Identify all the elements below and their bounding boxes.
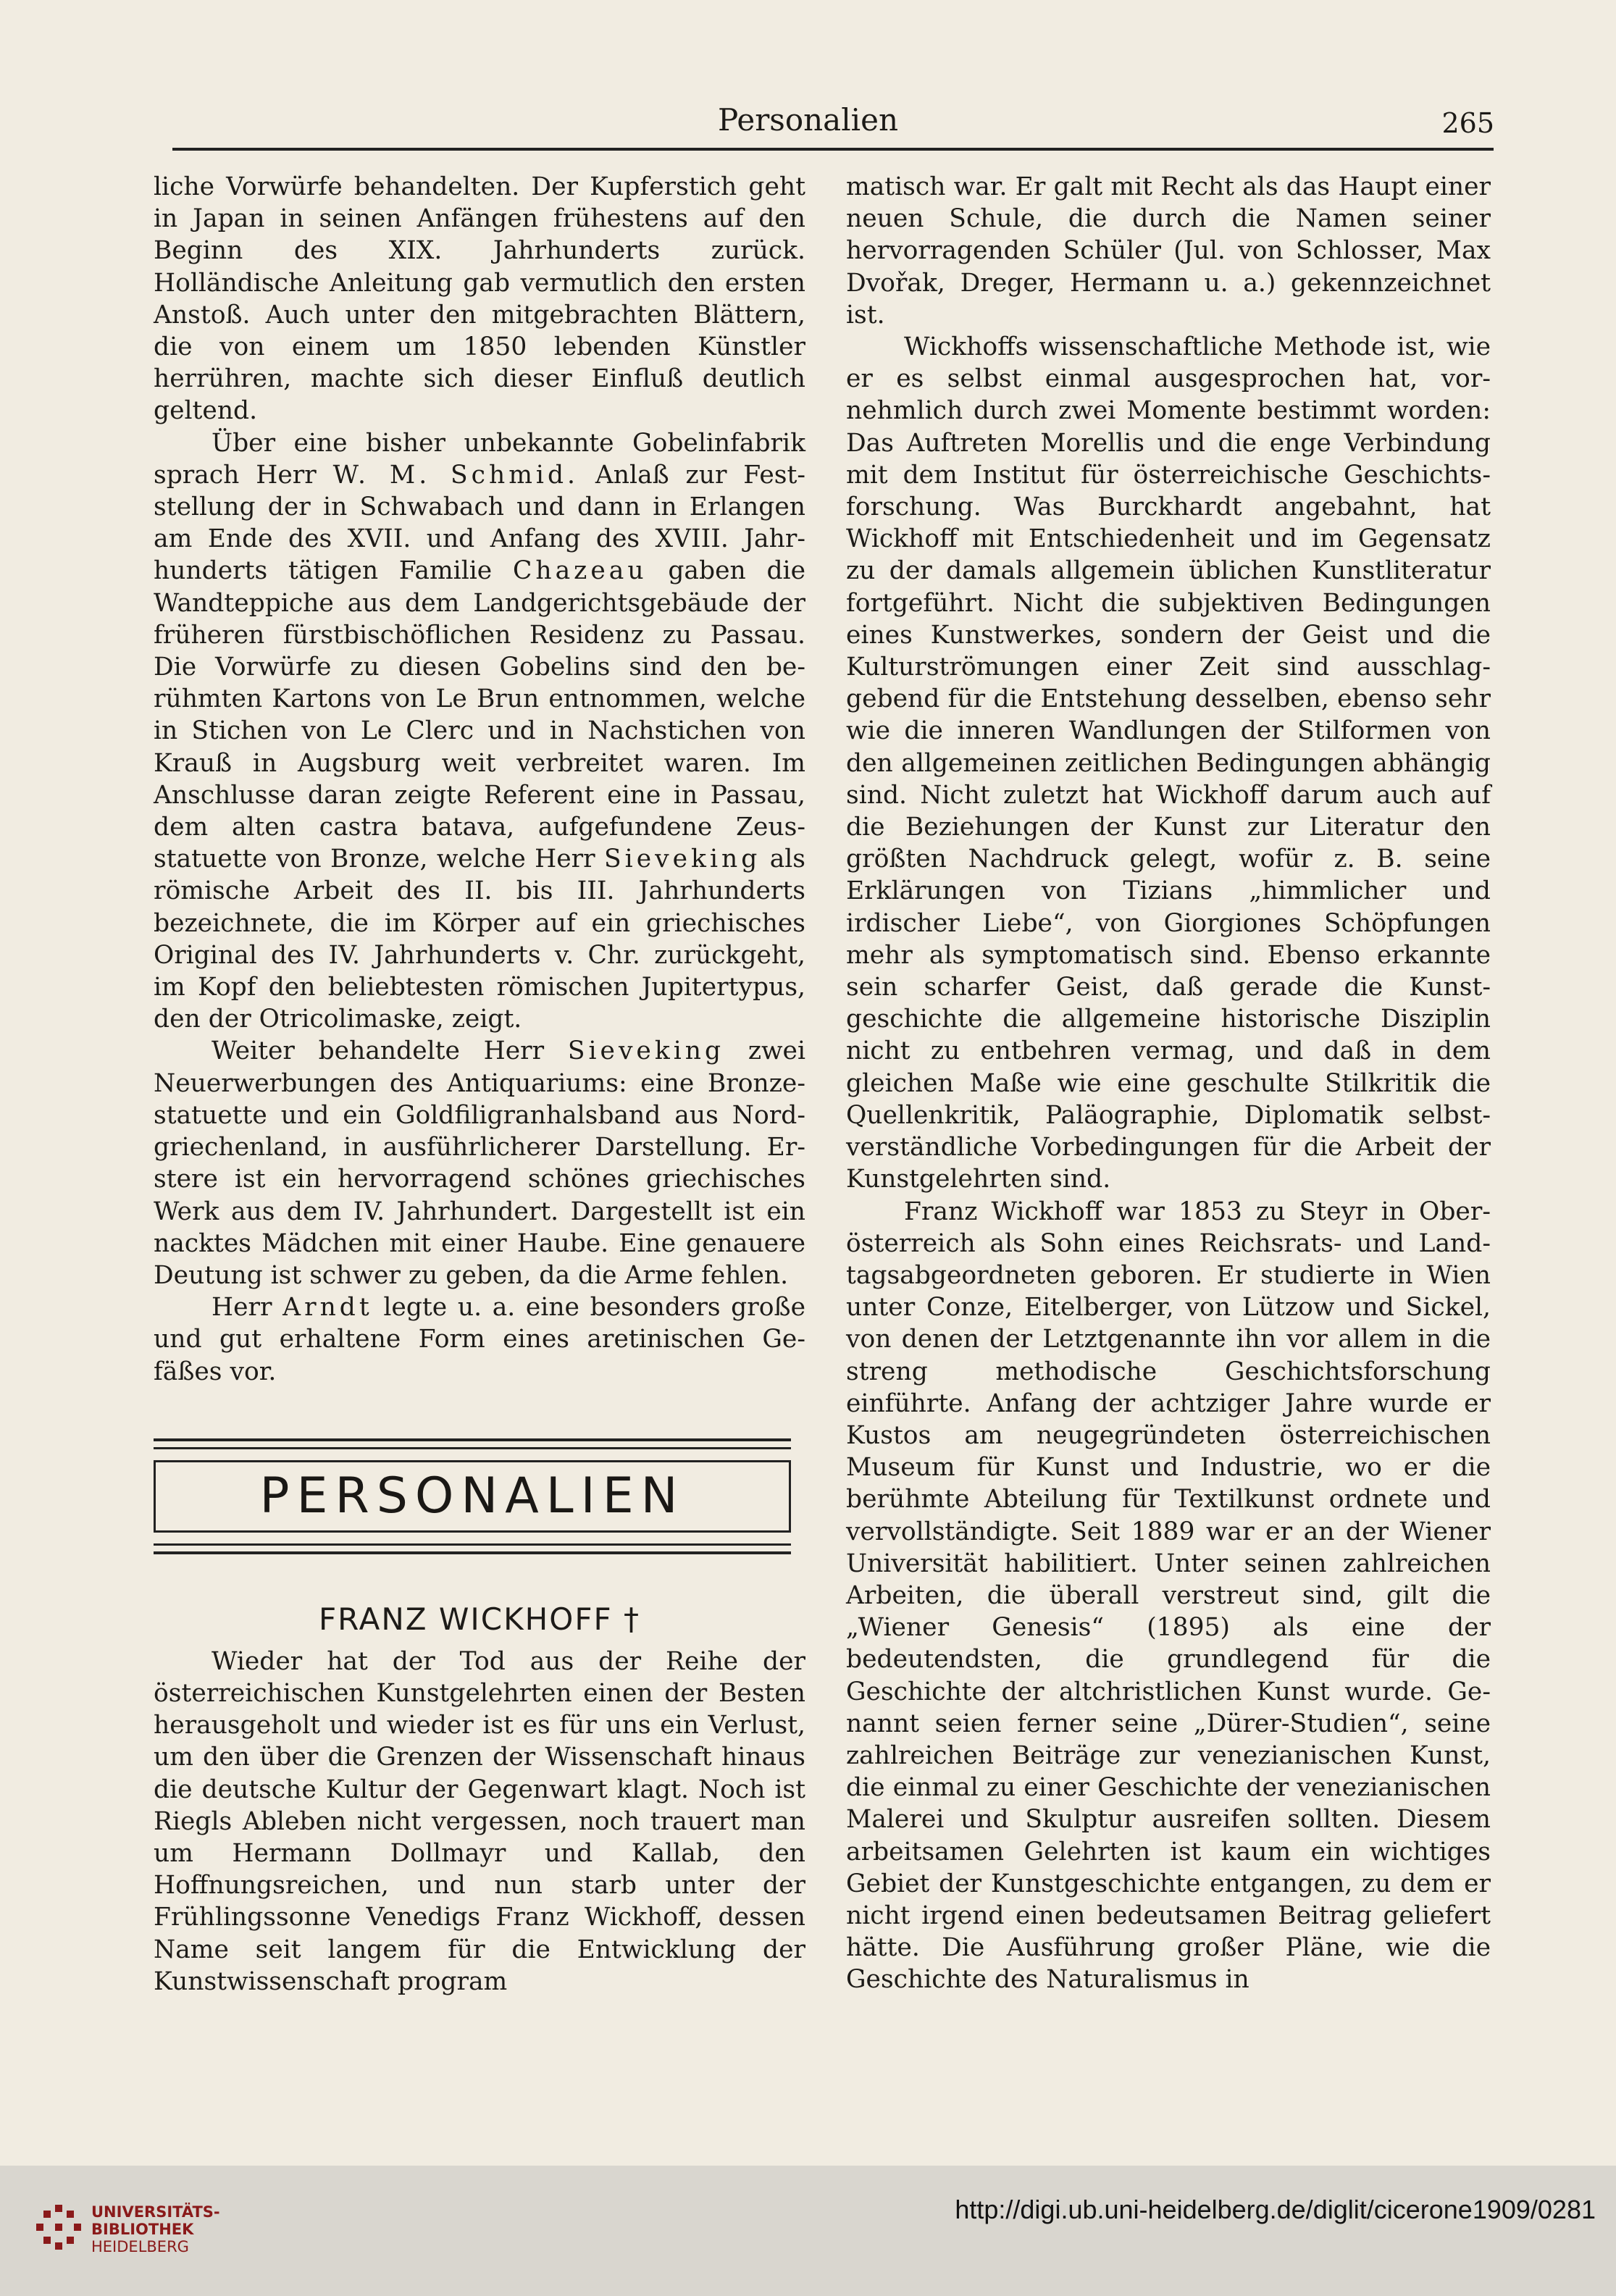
section-heading: PERSONALIEN bbox=[259, 1467, 685, 1525]
permalink-url[interactable]: http://digi.ub.uni-heidelberg.de/diglit/cicerone1909/0281 bbox=[955, 2195, 1596, 2224]
text-run: Über eine bisher unbekannte Gobelinfabrik sprach Herr bbox=[154, 428, 805, 490]
banner-rule bbox=[154, 1551, 791, 1554]
text-run: Anlaß zur Feststellung der in Schwabach und dann in Erlangen am Ende des XVII. und Anfang des XVIII. Jahrhunderts tätigen Familie bbox=[154, 460, 806, 586]
text-run: gaben die Wandteppiche aus dem Landgerichtsgebäude der früheren fürstbischöflichen Residenz zu Passau. Die Vorwürfe zu diesen Gobelins sind den berühmten Kartons von Le Brun entnommen, welche in Stichen von Le Clerc und in Nachstichen von Krauß in Augsburg weit verbreitet waren. Im Anschlusse daran zeigte Referent eine in Passau, dem alten castra batava, aufgefundene Zeusstatuette von Bronze, welche Herr bbox=[154, 556, 806, 874]
paragraph bbox=[154, 427, 805, 1036]
library-name-line: HEIDELBERG bbox=[91, 2238, 189, 2255]
left-column bbox=[154, 171, 805, 1998]
banner-rule bbox=[154, 1438, 791, 1441]
section-banner bbox=[154, 1438, 791, 1554]
banner-rule bbox=[154, 1543, 791, 1546]
text-run: als römische Arbeit des II. bis III. Jahrhunderts bezeichnete, die im Körper auf ein griechisches Original des IV. Jahrhunderts v. Chr. zurückgeht, im Kopf den beliebtesten römischen Jupitertypus, den der Otricolimaske, zeigt. bbox=[154, 845, 805, 1034]
page-number: 265 bbox=[1441, 107, 1494, 139]
viewer-footer bbox=[0, 2166, 1616, 2296]
paragraph: Franz Wickhoff war 1853 zu Steyr in Oberösterreich als Sohn eines Reichsrats- und Landtagsabgeordneten geboren. Er studierte in Wien unter Conze, Eitelberger, von Lützow und Sickel, von denen der Letztgenannte ihn vor allem in die streng methodische Geschichtsforschung einführte. Anfang der achtziger Jahre wurde er Kustos am neugegründeten österreichischen Museum für Kunst und Industrie, wo er die berühmte Abteilung für Textilkunst ordnete und vervollständigte. Seit 1889 war er an der Wiener Universität habilitiert. Unter seinen zahlreichen Arbeiten, die überall verstreut sind, gilt die „Wiener Genesis“ (1895) als eine der bedeutendsten, die grundlegend für die Geschichte der altchristlichen Kunst wurde. Genannt seien ferner seine „Dürer-Studien“, seine zahlreichen Beiträge zur venezianischen Kunst, die einmal zu einer Geschichte der venezianischen Malerei und Skulptur ausreifen sollten. Diesem arbeitsamen Gelehrten ist kaum ein wichtiges Gebiet der Kunstgeschichte entgangen, zu dem er nicht irgend einen bedeutsamen Beitrag geliefert hätte. Die Ausführung großer Pläne, wie die Geschichte des Naturalismus in bbox=[846, 1197, 1491, 1995]
person-name: Sieveking bbox=[567, 1036, 725, 1066]
library-name bbox=[91, 2203, 220, 2255]
heidelberg-library-logo-icon bbox=[33, 2202, 84, 2253]
paragraph: matisch war. Er galt mit Recht als das Haupt einer neuen Schule, die durch die Namen seiner hervorragenden Schüler (Jul. von Schlosser, Max Dvořak, Dreger, Hermann u. a.) gekennzeichnet ist. bbox=[846, 172, 1491, 330]
right-column bbox=[846, 171, 1491, 1996]
paragraph: Wickhoffs wissenschaftliche Methode ist, wie er es selbst einmal ausgesprochen hat, vornehmlich durch zwei Momente bestimmt worden: Das Auftreten Morellis und die enge Verbindung mit dem Institut für österreichische Geschichtsforschung. Was Burckhardt angebahnt, hat Wickhoff mit Entschiedenheit und im Gegensatz zu der damals allgemein üblichen Kunstliteratur fortgeführt. Nicht die subjektiven Bedingungen eines Kunstwerkes, sondern der Geist und die Kulturströmungen einer Zeit sind ausschlaggebend für die Entstehung desselben, ebenso sehr wie die inneren Wandlungen der Stilformen von den allgemeinen zeitlichen Bedingungen abhängig sind. Nicht zuletzt hat Wickhoff darum auch auf die Beziehungen der Kunst zur Literatur den größten Nachdruck gelegt, wofür z. B. seine Erklärungen von Tizians „himmlicher und irdischer Liebe“, von Giorgiones Schöpfungen mehr als symptomatisch sind. Ebenso erkannte sein scharfer Geist, daß gerade die Kunstgeschichte die allgemeine historische Disziplin nicht zu entbehren vermag, und daß in dem gleichen Maße wie eine geschulte Stilkritik die Quellenkritik, Paläographie, Diplomatik selbstverständliche Vorbedingungen für die Arbeit der Kunstgelehrten sind. bbox=[846, 332, 1491, 1194]
running-header bbox=[0, 99, 1616, 142]
paragraph: liche Vorwürfe behandelten. Der Kupferstich geht in Japan in seinen Anfängen frühestens auf den Beginn des XIX. Jahrhunderts zurück. Holländische Anleitung gab vermutlich den ersten Anstoß. Auch unter den mitgebrachten Blättern, die von einem um 1850 lebenden Künstler herrühren, machte sich dieser Einfluß deutlich geltend. bbox=[154, 172, 805, 426]
text-run: Herr bbox=[212, 1293, 283, 1323]
obituary-title: FRANZ WICKHOFF † bbox=[318, 1601, 640, 1637]
person-name: Arndt bbox=[282, 1293, 373, 1323]
text-run: Weiter behandelte Herr bbox=[212, 1036, 568, 1066]
person-name: Sieveking bbox=[604, 845, 761, 874]
library-name-line: BIBLIOTHEK bbox=[91, 2221, 194, 2238]
library-name-line: UNIVERSITÄTS- bbox=[91, 2203, 220, 2221]
text-run: zwei Neuerwerbungen des Antiquariums: eine Bronzestatuette und ein Goldfiligranhalsband aus Nordgriechenland, in ausführlicherer Darstellung. Erstere ist ein hervorragend schönes griechisches Werk aus dem IV. Jahrhundert. Dargestellt ist ein nacktes Mädchen mit einer Haube. Eine genauere Deutung ist schwer zu geben, da die Arme fehlen. bbox=[154, 1036, 805, 1290]
paragraph: Wieder hat der Tod aus der Reihe der österreichischen Kunstgelehrten einen der Besten herausgeholt und wieder ist es für uns ein Verlust, um den über die Grenzen der Wissenschaft hinaus die deutsche Kultur der Gegenwart klagt. Noch ist Riegls Ableben nicht vergessen, noch trauert man um Hermann Dollmayr und Kallab, den Hoffnungsreichen, und nun starb unter der Frühlingssonne Venedigs Franz Wickhoff, dessen Name seit langem für die Entwicklung der Kunstwissenschaft program bbox=[154, 1646, 805, 1996]
header-rule bbox=[172, 148, 1494, 151]
paragraph bbox=[154, 1291, 805, 1388]
paragraph bbox=[154, 1035, 805, 1291]
running-title: Personalien bbox=[717, 102, 898, 138]
person-name: W. M. Schmid. bbox=[332, 460, 579, 490]
banner-rule bbox=[154, 1447, 791, 1449]
person-name: Chazeau bbox=[512, 556, 648, 586]
text-run: legte u. a. eine besonders große und gut erhaltene Form eines aretinischen Gefäßes vor. bbox=[154, 1293, 805, 1386]
